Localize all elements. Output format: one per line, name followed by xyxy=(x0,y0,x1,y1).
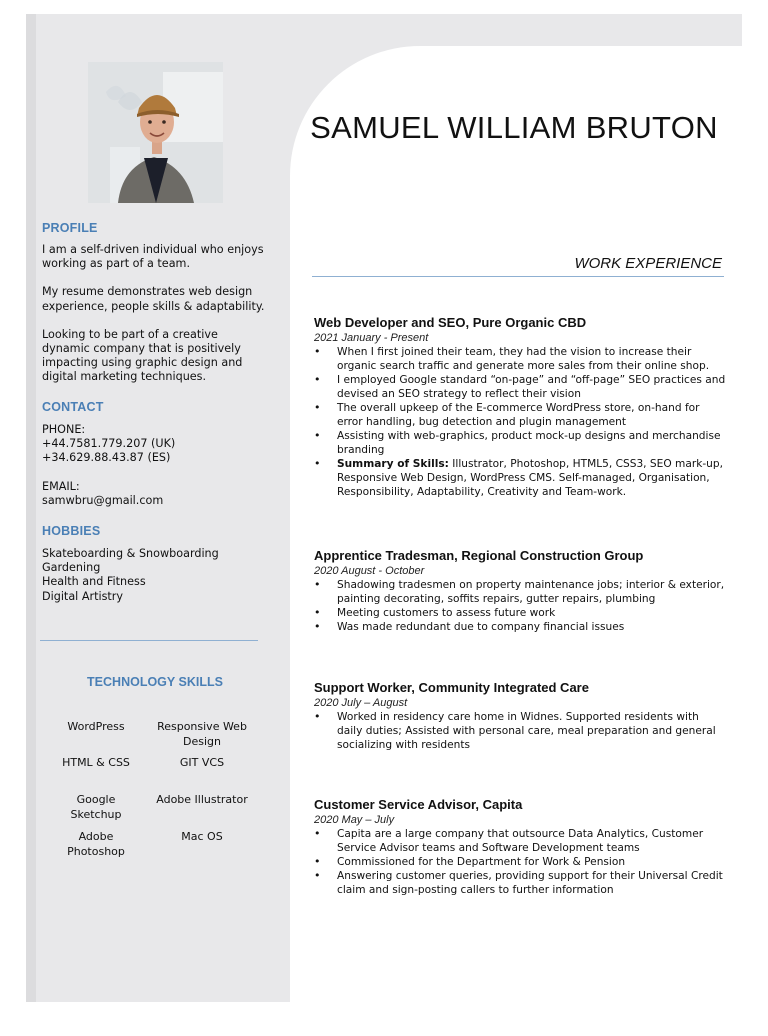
profile-text xyxy=(42,243,277,399)
job-bullet: • Worked in residency care home in Widnes. Supported residents with daily duties; Assisted with personal care, meal preparation and general socializing with residents xyxy=(314,710,726,752)
hobby-item: Skateboarding & Snowboarding xyxy=(42,547,219,560)
hobbies-heading: HOBBIES xyxy=(42,524,101,538)
skills-summary-text: Illustrator, Photoshop, HTML5, CSS3, SEO mark-up, Responsive Web Design, WordPress CMS. Self-managed, Organisation, Responsibility, Adaptability, Creativity and Team-work. xyxy=(337,458,723,498)
profile-paragraph-1 xyxy=(42,243,277,271)
profile-line: I am a self-driven individual who enjoys xyxy=(42,243,264,256)
profile-line: impacting using graphic design and xyxy=(42,356,243,370)
profile-line: digital marketing techniques. xyxy=(42,370,207,384)
job-bullet: • When I first joined their team, they had the vision to increase their organic search traffic and generate more sales from their online shop. xyxy=(314,345,726,373)
contact-heading: CONTACT xyxy=(42,400,104,414)
job-bullet: • Capita are a large company that outsource Data Analytics, Customer Service Advisor teams and Software Development teams xyxy=(314,827,726,855)
technology-skills-heading: TECHNOLOGY SKILLS xyxy=(87,675,223,689)
email-label: EMAIL: xyxy=(42,479,80,493)
job-title: Apprentice Tradesman, Regional Construction Group xyxy=(314,548,644,563)
profile-line: My resume demonstrates web design xyxy=(42,285,253,299)
job-date: 2020 May – July xyxy=(314,814,395,826)
job-bullets xyxy=(314,345,726,499)
job-entry xyxy=(314,315,726,499)
skills-summary-label: Summary of Skills: xyxy=(337,458,449,470)
candidate-name: SAMUEL WILLIAM BRUTON xyxy=(310,110,718,145)
work-experience-divider xyxy=(312,276,724,277)
tech-skill: Adobe Photoshop xyxy=(67,830,125,858)
job-bullet: • Was made redundant due to company financial issues xyxy=(314,620,726,634)
phone-uk: +44.7581.779.207 (UK) xyxy=(42,437,176,451)
job-bullet: • Commissioned for the Department for Work & Pension xyxy=(314,855,726,869)
job-bullet: • I employed Google standard “on-page” and “off-page” SEO practices and devised an SEO strategy to reflect their vision xyxy=(314,373,726,401)
job-title: Web Developer and SEO, Pure Organic CBD xyxy=(314,315,587,330)
job-bullet-skills xyxy=(314,457,726,499)
job-date: 2020 July – August xyxy=(314,697,408,709)
tech-skill: Responsive Web Design xyxy=(157,720,247,748)
job-entry xyxy=(314,548,726,634)
tech-skill: HTML & CSS xyxy=(62,756,130,769)
tech-skill: Google Sketchup xyxy=(70,793,122,821)
profile-line: experience, people skills & adaptability. xyxy=(42,299,265,313)
hobby-item: Health and Fitness xyxy=(42,575,146,589)
sidebar-edge xyxy=(26,14,36,1002)
job-bullet: • Assisting with web-graphics, product mock-up designs and merchandise branding xyxy=(314,429,726,457)
profile-line: dynamic company that is positively xyxy=(42,342,241,356)
job-bullet: • Shadowing tradesmen on property maintenance jobs; interior & exterior, painting decorating, soffits repairs, gutter repairs, plumbing xyxy=(314,578,726,606)
job-title: Support Worker, Community Integrated Care xyxy=(314,680,589,695)
job-entry xyxy=(314,797,726,897)
profile-line: Looking to be part of a creative xyxy=(42,327,218,341)
job-date: 2020 August - October xyxy=(314,565,425,577)
contact-text xyxy=(42,423,277,508)
job-title: Customer Service Advisor, Capita xyxy=(314,797,523,812)
tech-skill: WordPress xyxy=(67,720,125,733)
profile-paragraph-2 xyxy=(42,285,277,313)
profile-heading: PROFILE xyxy=(42,221,98,235)
job-bullets xyxy=(314,710,726,752)
profile-photo xyxy=(88,62,223,203)
email-address[interactable]: samwbru@gmail.com xyxy=(42,493,164,507)
job-entry xyxy=(314,680,726,752)
job-bullets xyxy=(314,827,726,897)
sidebar-divider xyxy=(40,640,258,641)
job-bullet: • The overall upkeep of the E-commerce WordPress store, on-hand for error handling, bug detection and plugin management xyxy=(314,401,726,429)
tech-skill: Mac OS xyxy=(181,830,223,843)
profile-line: working as part of a team. xyxy=(42,257,190,271)
hobby-item: Digital Artistry xyxy=(42,589,124,603)
job-date: 2021 January - Present xyxy=(314,332,429,344)
job-bullet: • Answering customer queries, providing support for their Universal Credit claim and sign-posting callers to further information xyxy=(314,869,726,897)
hobby-item: Gardening xyxy=(42,561,101,575)
phone-es: +34.629.88.43.87 (ES) xyxy=(42,451,171,465)
job-bullet: • Meeting customers to assess future work xyxy=(314,606,726,620)
hobbies-list xyxy=(42,547,277,604)
tech-skill: Adobe Illustrator xyxy=(156,793,248,806)
job-bullets xyxy=(314,578,726,634)
phone-label: PHONE: xyxy=(42,423,86,436)
work-experience-heading: WORK EXPERIENCE xyxy=(574,255,722,272)
profile-paragraph-3 xyxy=(42,328,277,385)
tech-skill: GIT VCS xyxy=(179,756,225,769)
